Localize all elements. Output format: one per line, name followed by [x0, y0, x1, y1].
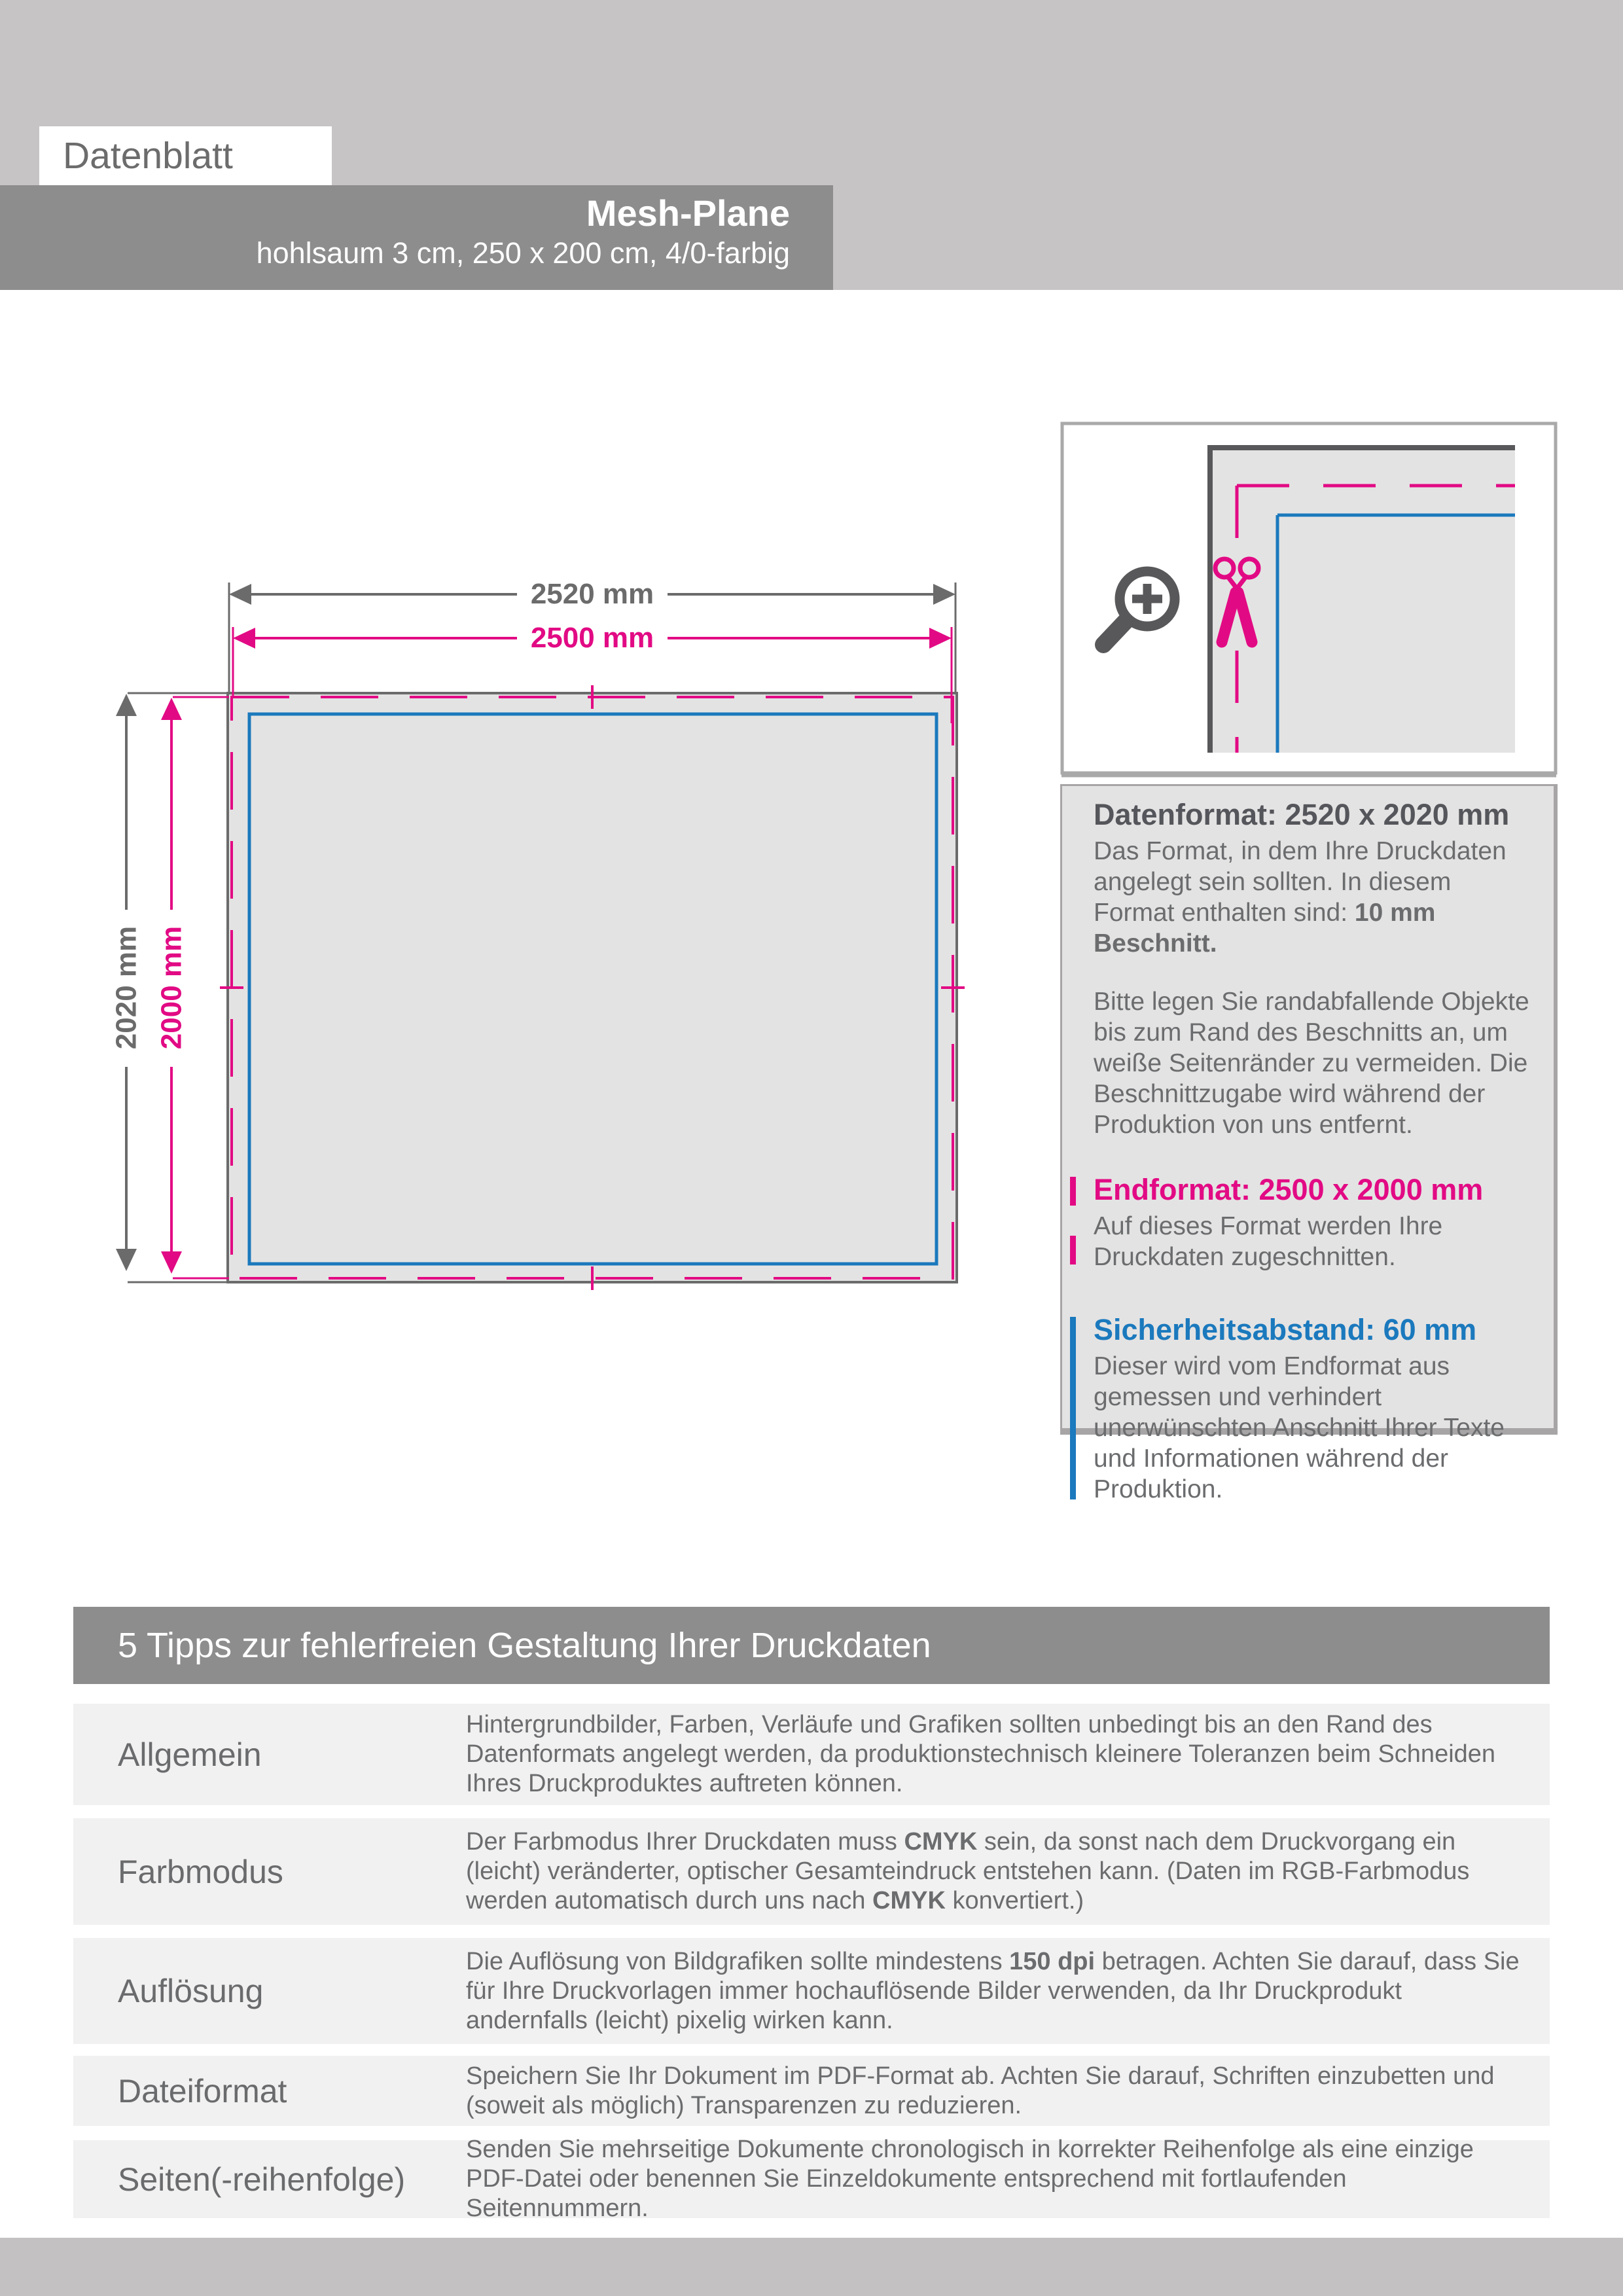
safety-section [1094, 1313, 1531, 1505]
dataformat-height-label: 2020 mm [110, 925, 143, 1050]
dataformat-title: Datenformat: 2520 x 2020 mm [1094, 798, 1510, 831]
tip-row-aufloesung [73, 1938, 1550, 2044]
endformat-marker-bar [1070, 1177, 1076, 1267]
tip-row-farbmodus [73, 1818, 1550, 1925]
tips-header-band [73, 1607, 1550, 1684]
dimension-width-final [233, 622, 952, 654]
footer-band [0, 2238, 1623, 2296]
tip-row-label: Auflösung [118, 1973, 264, 2009]
product-spec: hohlsaum 3 cm, 250 x 200 cm, 4/0-farbig [256, 236, 790, 270]
arrowhead-icon [229, 584, 251, 605]
format-info-box [1060, 784, 1558, 1503]
product-name: Mesh-Plane [586, 192, 790, 234]
dataformat-width-label: 2520 mm [530, 578, 654, 610]
sheet-title: Datenblatt [63, 135, 233, 177]
corner-detail-box [1060, 422, 1559, 780]
dataformat-rect [228, 693, 957, 1282]
tip-row-text: Der Farbmodus Ihrer Druckdaten muss CMYK sein, da sonst nach dem Druckvorgang ein (leicht) veränderter, optischer Gesamteindruck entstehen kann. (Daten im RGB-Farbmodus werden automatisch durch uns nach CMYK konvertiert.) [466, 1828, 1470, 1914]
format-diagram [0, 556, 1014, 1342]
tip-row-dateiformat [73, 2056, 1550, 2126]
product-band [0, 185, 833, 290]
endformat-title: Endformat: 2500 x 2000 mm [1094, 1173, 1484, 1206]
tip-row-label: Farbmodus [118, 1853, 283, 1890]
endformat-width-label: 2500 mm [530, 622, 654, 654]
tip-row-text: Senden Sie mehrseitige Dokumente chronologisch in korrekter Reihenfolge als eine einzige PDF-Datei oder benennen Sie Einzeldokumente entsprechend mit fortlaufenden Seitennummern. [466, 2136, 1474, 2222]
arrowhead-icon [161, 1251, 182, 1274]
endformat-paragraph: Auf dieses Format werden Ihre Druckdaten zugeschnitten. [1094, 1212, 1443, 1271]
safety-marker-bar [1070, 1317, 1076, 1499]
tip-row-text: Speichern Sie Ihr Dokument im PDF-Format ab. Achten Sie darauf, Schriften einzubetten und (soweit als möglich) Transparenzen zu reduzieren. [466, 2062, 1495, 2119]
safety-paragraph: Dieser wird vom Endformat aus gemessen und verhindert unerwünschten Anschnitt Ihrer Texte und Informationen während der Produktion. [1094, 1352, 1505, 1503]
safety-title: Sicherheitsabstand: 60 mm [1094, 1313, 1477, 1346]
arrowhead-icon [233, 628, 255, 649]
dataformat-paragraph-1: Das Format, in dem Ihre Druckdaten angelegt sein sollten. In diesem Format enthalten sind: 10 mm Beschnitt. [1094, 837, 1507, 958]
endformat-section [1094, 1173, 1531, 1272]
arrowhead-icon [116, 1249, 137, 1271]
dimension-height-data [111, 694, 143, 1271]
tip-row-label: Dateiformat [118, 2072, 287, 2109]
detail-dataformat-fill [1213, 450, 1515, 753]
tip-row-allgemein [73, 1704, 1550, 1805]
tip-row-label: Seiten(-reihenfolge) [118, 2161, 406, 2198]
dimension-height-final [156, 698, 188, 1274]
arrowhead-icon [161, 698, 182, 720]
tip-row-label: Allgemein [118, 1736, 262, 1773]
tips-title: 5 Tipps zur fehlerfreien Gestaltung Ihrer Druckdaten [118, 1626, 931, 1665]
tip-row-seitenreihenfolge [73, 2136, 1550, 2222]
endformat-height-label: 2000 mm [155, 925, 188, 1050]
dataformat-paragraph-2: Bitte legen Sie randabfallende Objekte bis zum Rand des Beschnitts an, um weiße Seitenränder zu vermeiden. Die Beschnittzugabe wird während der Produktion von uns entfernt. [1094, 988, 1529, 1139]
sheet-title-box [39, 126, 332, 185]
arrowhead-icon [929, 628, 952, 649]
arrowhead-icon [116, 694, 137, 716]
dimension-width-data [229, 578, 955, 610]
tip-row-text: Hintergrundbilder, Farben, Verläufe und Grafiken sollten unbedingt bis an den Rand des Datenformats angelegt werden, da produktionstechnisch kleinere Toleranzen beim Schneiden Ihres Druckproduktes auftreten können. [466, 1711, 1496, 1797]
arrowhead-icon [933, 584, 955, 605]
tip-row-text: Die Auflösung von Bildgrafiken sollte mindestens 150 dpi betragen. Achten Sie darauf, dass Sie für Ihre Druckvorlagen immer hochauflösende Bilder verwenden, da Ihr Druckprodukt andernfalls (leicht) pixelig wirken kann. [466, 1947, 1520, 2034]
